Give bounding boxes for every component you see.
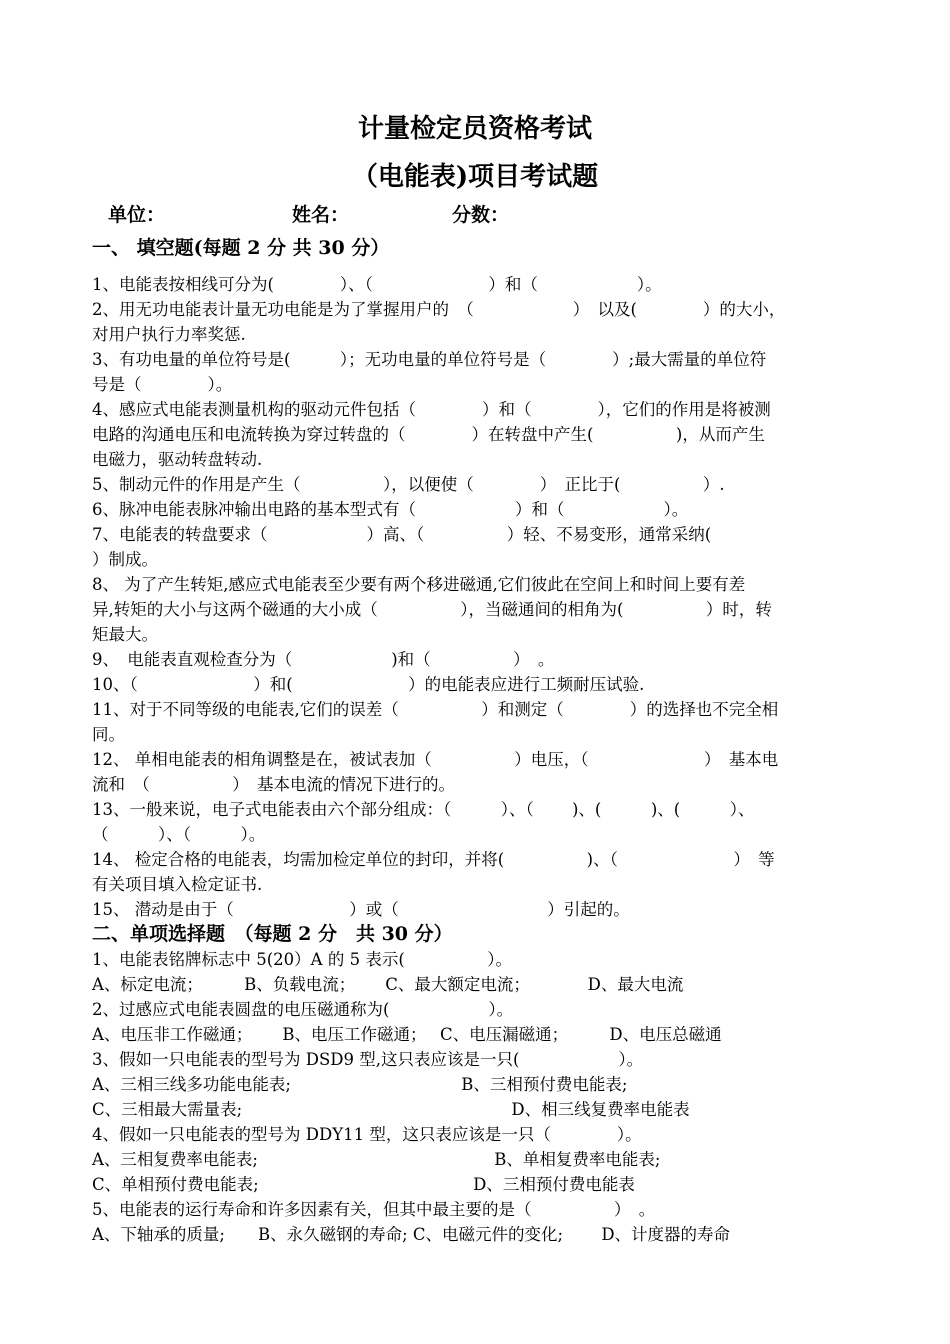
unit-label: 单位： xyxy=(108,204,166,226)
question-line: 6、脉冲电能表脉冲输出电路的基本型式有（ ）和（ ）。 xyxy=(92,500,689,519)
question-line: C、单相预付费电能表; D、三相预付费电能表 xyxy=(92,1175,635,1194)
question-line: A、三相复费率电能表; B、单相复费率电能表; xyxy=(92,1150,661,1169)
question-line: A、电压非工作磁通； B、电压工作磁通； C、电压漏磁通； D、电压总磁通 xyxy=(92,1025,722,1044)
question-line: 12、 单相电能表的相角调整是在，被试表加（ ）电压，（ ） 基本电 xyxy=(92,750,779,769)
question-line: 同。 xyxy=(92,725,125,744)
question-line: 10、（ ）和( ）的电能表应进行工频耐压试验. xyxy=(92,675,645,694)
question-line: 8、 为了产生转矩,感应式电能表至少要有两个移进磁通,它们彼此在空间上和时间上要有差 xyxy=(92,575,746,594)
question-line: A、三相三线多功能电能表; B、三相预付费电能表; xyxy=(92,1075,628,1094)
question-line: 14、 检定合格的电能表，均需加检定单位的封印，并将( )、（ ） 等 xyxy=(92,850,775,869)
question-line: 5、制动元件的作用是产生（ ），以便使（ ） 正比于( ）. xyxy=(92,475,725,494)
question-line: 7、电能表的转盘要求（ ）高、（ ）轻、不易变形，通常采纳( xyxy=(92,525,712,544)
question-line: 5、电能表的运行寿命和许多因素有关，但其中最主要的是（ ） 。 xyxy=(92,1200,656,1219)
question-line: 流和 （ ） 基本电流的情况下进行的。 xyxy=(92,775,455,794)
question-line: 电路的沟通电压和电流转换为穿过转盘的（ ）在转盘中产生( )，从而产生 xyxy=(92,425,765,444)
name-label: 姓名： xyxy=(292,204,350,226)
section-heading: 一、 填空题(每题 2 分 共 30 分） xyxy=(92,237,390,259)
question-line: 4、假如一只电能表的型号为 DDY11 型，这只表应该是一只（ ）。 xyxy=(92,1125,642,1144)
exam-title: 计量检定员资格考试 xyxy=(357,114,592,144)
question-line: 3、假如一只电能表的型号为 DSD9 型,这只表应该是一只( ）。 xyxy=(92,1050,644,1069)
exam-subtitle: （电能表)项目考试题 xyxy=(351,162,599,192)
question-line: 矩最大。 xyxy=(92,625,158,644)
question-line: A、下轴承的质量; B、永久磁钢的寿命; C、电磁元件的变化; D、计度器的寿命 xyxy=(92,1225,731,1244)
question-line: 9、 电能表直观检查分为（ )和（ ） 。 xyxy=(92,650,555,669)
question-line: A、标定电流； B、负载电流； C、最大额定电流； D、最大电流 xyxy=(92,975,684,994)
question-line: 对用户执行力率奖惩. xyxy=(92,325,246,344)
question-line: 2、过感应式电能表圆盘的电压磁通称为( ）。 xyxy=(92,1000,514,1019)
question-line: ）制成。 xyxy=(92,550,158,569)
section-heading: 二、单项选择题 （每题 2 分 共 30 分） xyxy=(92,923,453,945)
question-line: 3、有功电量的单位符号是( ）；无功电量的单位符号是（ ）;最大需量的单位符 xyxy=(92,350,767,369)
question-line: 1、电能表铭牌标志中 5(20）A 的 5 表示( ）。 xyxy=(92,950,513,969)
question-line: C、三相最大需量表; D、相三线复费率电能表 xyxy=(92,1100,690,1119)
question-line: 异,转矩的大小与这两个磁通的大小成（ ），当磁通间的相角为( ）时，转 xyxy=(92,600,772,619)
question-line: 13、一般来说，电子式电能表由六个部分组成：（ ）、（ )、( )、( ）、 xyxy=(92,800,755,819)
question-line: （ ）、（ ）。 xyxy=(92,825,266,844)
question-line: 1、电能表按相线可分为( ）、（ ）和（ ）。 xyxy=(92,275,662,294)
question-line: 号是（ ）。 xyxy=(92,375,233,394)
question-line: 4、感应式电能表测量机构的驱动元件包括（ ）和（ ），它们的作用是将被测 xyxy=(92,400,771,419)
question-line: 电磁力，驱动转盘转动. xyxy=(92,450,263,469)
question-line: 11、对于不同等级的电能表,它们的误差（ ）和测定（ ）的选择也不完全相 xyxy=(92,700,779,719)
question-line: 15、 潜动是由于（ ）或（ ）引起的。 xyxy=(92,900,630,919)
question-line: 有关项目填入检定证书. xyxy=(92,875,263,894)
question-line: 2、用无功电能表计量无功电能是为了掌握用户的 （ ） 以及( ）的大小， xyxy=(92,300,786,319)
score-label: 分数： xyxy=(452,204,510,226)
